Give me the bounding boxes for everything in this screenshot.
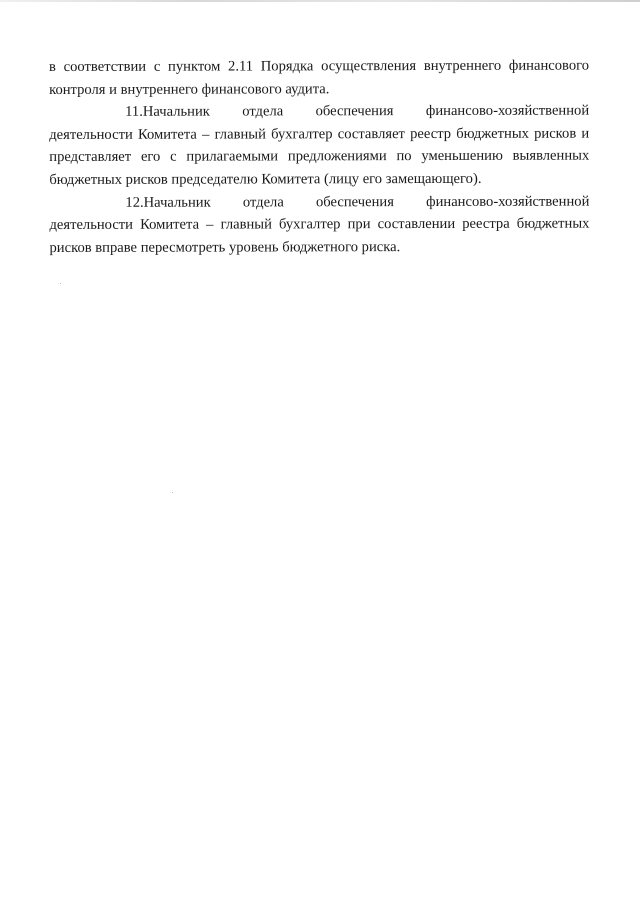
list-item-11 [49,100,589,192]
list-item-12 [49,190,589,259]
item-number-12: 12. [125,194,144,211]
scan-speck [60,283,61,284]
scan-top-edge [0,0,640,2]
scan-speck [172,492,173,493]
document-body [49,55,590,260]
continuation-paragraph: в соответствии с пунктом 2.11 Порядка осуществления внутреннего финансового контроля и внутреннего финансового аудита. [49,57,590,98]
item-number-11: 11. [125,103,143,120]
item-text-11: Начальник отдела обеспечения финансово-хозяйственной деятельности Комитета – главный бухгалтер составляет реестр бюджетных рисков и представляет его с прилагаемыми предложениями по уменьшению выявленных бюджетных рисков председателю Комитета (лицу его замещающего). [49,102,590,188]
item-text-12: Начальник отдела обеспечения финансово-хозяйственной деятельности Комитета – главный бухгалтер при составлении реестра бюджетных рисков вправе пересмотреть уровень бюджетного риска. [49,193,590,256]
